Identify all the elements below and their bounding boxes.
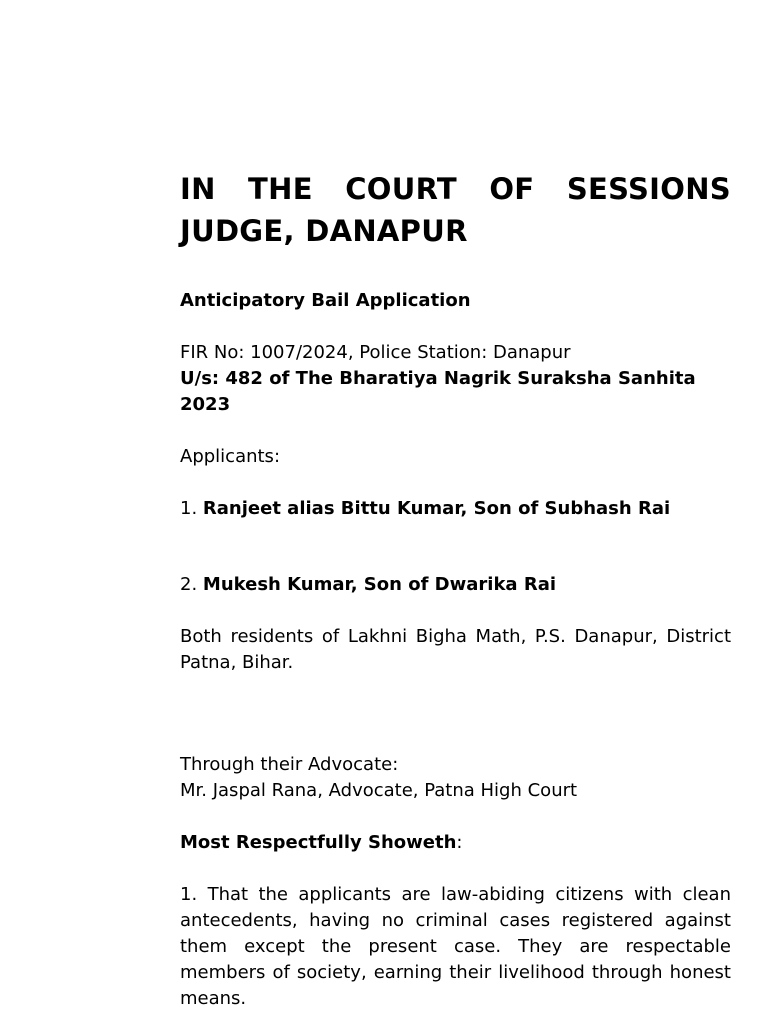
section-details: U/s: 482 of The Bharatiya Nagrik Suraksha Sanhita 2023 xyxy=(180,368,696,415)
showeth-heading xyxy=(180,830,731,856)
court-title xyxy=(180,168,731,252)
title-word: IN xyxy=(180,172,216,206)
title-word: SESSIONS xyxy=(566,172,731,206)
advocate-label: Through their Advocate: xyxy=(180,754,399,775)
court-title-line1 xyxy=(180,168,731,210)
applicant-name: Mukesh Kumar, Son of Dwarika Rai xyxy=(202,574,557,595)
applicant-name: Ranjeet alias Bittu Kumar, Son of Subhash Rai xyxy=(202,498,671,519)
applicants-label: Applicants: xyxy=(180,446,281,467)
applicant-number: 2. xyxy=(180,574,203,595)
applicant-item xyxy=(180,496,731,522)
residence-details: Both residents of Lakhni Bigha Math, P.S. Danapur, District Patna, Bihar. xyxy=(180,626,731,673)
showeth-suffix: : xyxy=(456,832,463,853)
showeth-bold: Most Respectfully Showeth xyxy=(180,832,457,853)
fir-details: FIR No: 1007/2024, Police Station: Danapur xyxy=(180,342,571,363)
advocate-name: Mr. Jaspal Rana, Advocate, Patna High Court xyxy=(180,780,578,801)
document-body xyxy=(180,168,731,1012)
title-word: THE xyxy=(248,172,313,206)
court-title-line2: JUDGE, DANAPUR xyxy=(180,214,468,248)
title-word: OF xyxy=(489,172,535,206)
applicant-item xyxy=(180,572,731,598)
application-type: Anticipatory Bail Application xyxy=(180,290,471,311)
paragraph-1: 1. That the applicants are law-abiding citizens with clean antecedents, having no criminal cases registered against them except the present case. They are respectable members of society, earning their livelihood through honest means. xyxy=(180,884,731,1009)
title-word: COURT xyxy=(345,172,457,206)
applicant-number: 1. xyxy=(180,498,203,519)
